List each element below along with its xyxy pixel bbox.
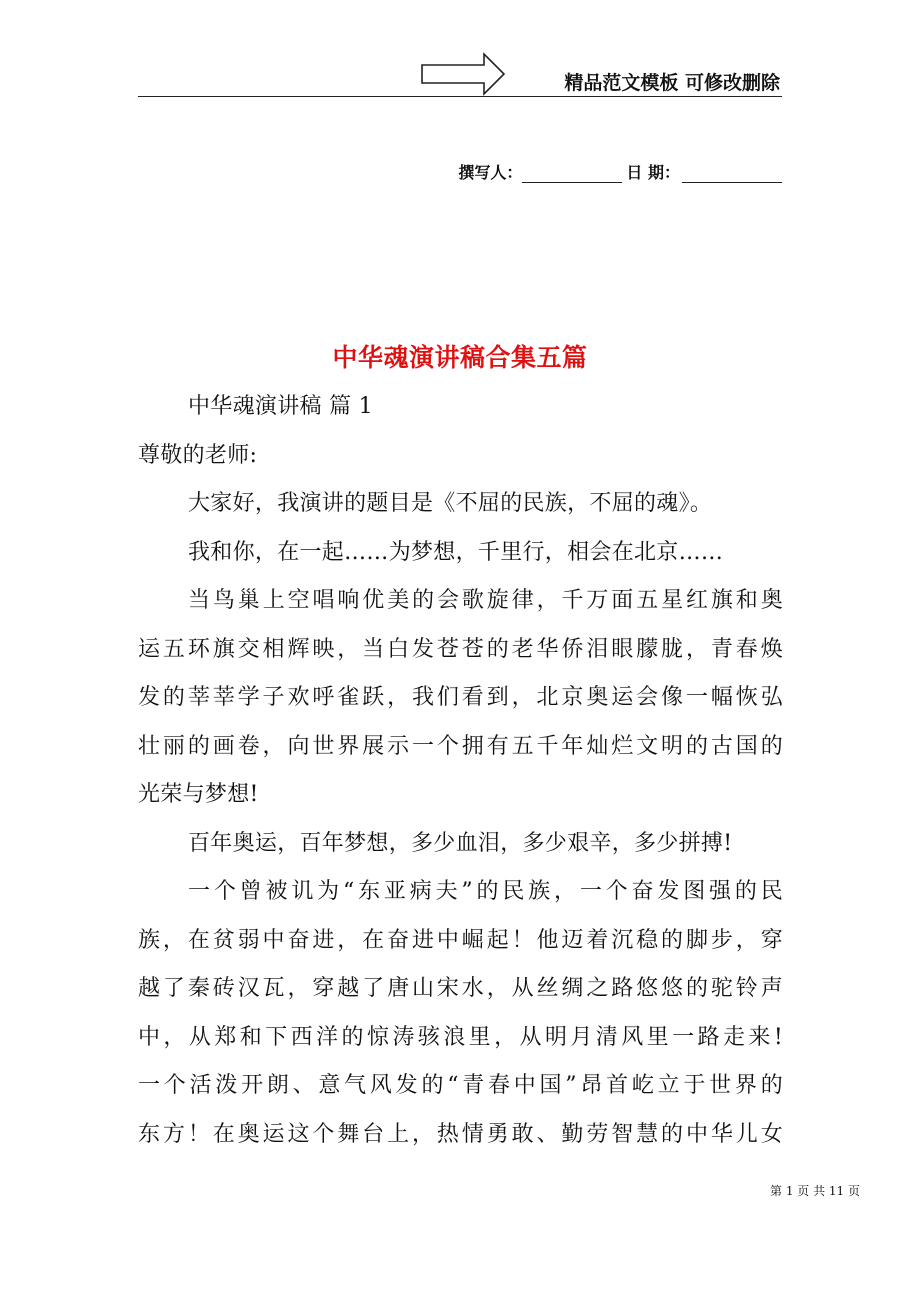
paragraph-line: 百年奥运，百年梦想，多少血泪，多少艰辛，多少拼搏! [188,830,733,856]
paragraph-line: 当鸟巢上空唱响优美的会歌旋律，千万面五星红旗和奥 [188,588,783,613]
document-body [138,383,783,1159]
salutation: 尊敬的老师: [138,442,258,468]
header-divider [138,96,782,97]
paragraph-line: 壮丽的画卷，向世界展示一个拥有五千年灿烂文明的古国的 [138,733,783,759]
paragraph-line: 大家好，我演讲的题目是《不屈的民族，不屈的魂》。 [188,491,713,516]
paragraph-line: 运五环旗交相辉映，当白发苍苍的老华侨泪眼朦胧，青春焕 [138,636,783,662]
page-footer: 第 1 页 共 11 页 [770,1184,860,1198]
author-blank [522,164,622,183]
paragraph-line: 发的莘莘学子欢呼雀跃，我们看到，北京奥运会像一幅恢弘 [138,685,783,710]
paragraph-line: 一个曾被讥为“东亚病夫”的民族，一个奋发图强的民 [188,879,783,904]
document-title: 中华魂演讲稿合集五篇 [332,343,588,372]
author-date-line [458,160,782,183]
paragraph-line: 一个活泼开朗、意气风发的“青春中国”昂首屹立于世界的 [138,1073,783,1098]
paragraph-line: 越了秦砖汉瓦，穿越了唐山宋水，从丝绸之路悠悠的驼铃声 [138,976,783,1001]
date-label: 日 期： [626,163,680,182]
author-label: 撰写人： [458,163,523,182]
paragraph-line: 中，从郑和下西洋的惊涛骇浪里，从明月清风里一路走来! [138,1024,783,1050]
header-tag: 精品范文模板 可修改删除 [564,72,780,94]
arrow-right-icon [420,52,506,96]
date-blank [682,164,782,183]
paragraph-line: 我和你，在一起……为梦想，千里行，相会在北京…… [188,539,724,565]
paragraph-line: 光荣与梦想! [138,782,259,807]
paragraph-line: 族，在贫弱中奋进，在奋进中崛起！他迈着沉稳的脚步，穿 [138,927,783,953]
section-heading: 中华魂演讲稿 篇 1 [188,394,373,419]
paragraph-line: 东方！在奥运这个舞台上，热情勇敢、勤劳智慧的中华儿女 [138,1121,783,1147]
